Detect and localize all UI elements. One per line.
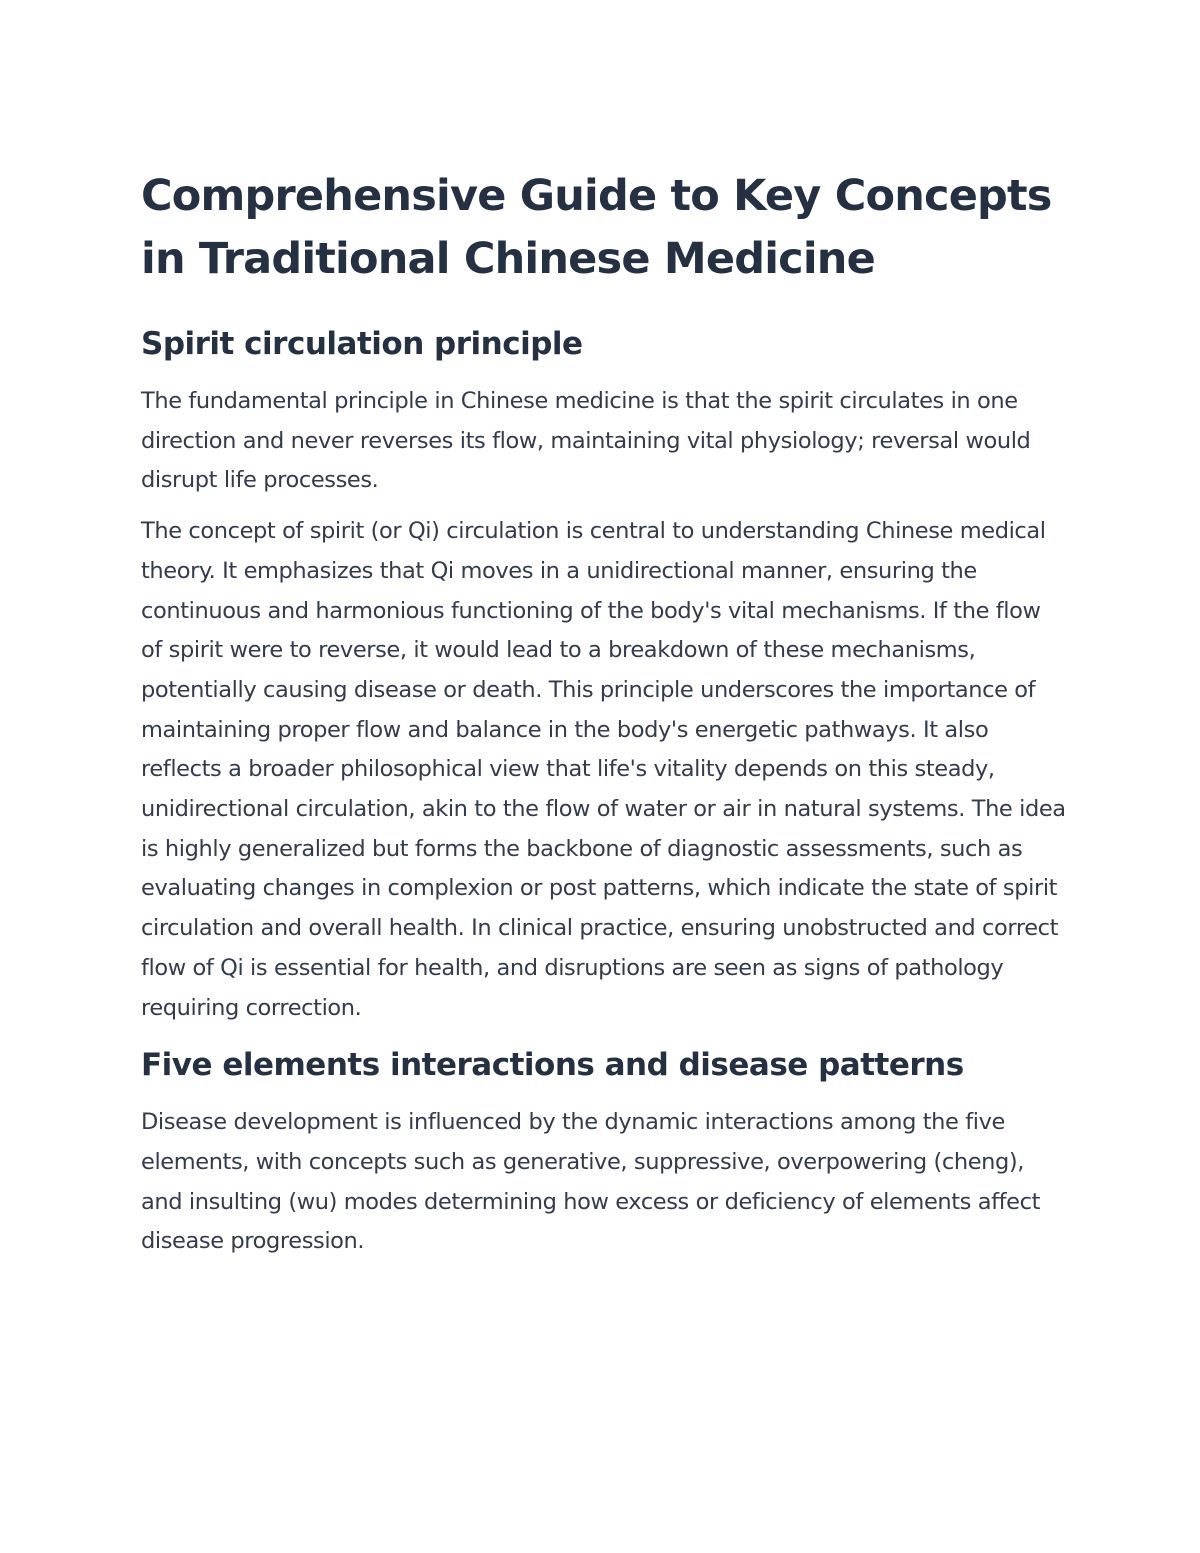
section-heading: Five elements interactions and disease patterns xyxy=(141,1047,964,1084)
section-five-elements xyxy=(141,1043,1066,1262)
summary-paragraph: The fundamental principle in Chinese medicine is that the spirit circulates in one direction and never reverses its flow, maintaining vital physiology; reversal would disrupt life processes. xyxy=(141,388,1031,494)
section-spirit-circulation xyxy=(141,322,1066,1028)
summary-paragraph: Disease development is influenced by the dynamic interactions among the five elements, with concepts such as generative, suppressive, overpowering (cheng), and insulting (wu) modes determining how excess or deficiency of elements affect disease progression. xyxy=(141,1109,1041,1255)
section-heading: Spirit circulation principle xyxy=(141,326,583,362)
document-title: Comprehensive Guide to Key Concepts in Traditional Chinese Medicine xyxy=(141,171,1052,284)
detail-paragraph: The concept of spirit (or Qi) circulation is central to understanding Chinese medical theory. It emphasizes that Qi moves in a unidirectional manner, ensuring the continuous and harmonious functioning of the body's vital mechanisms. If the flow of spirit were to reverse, it would lead to a breakdown of these mechanisms, potentially causing disease or death. This principle underscores the importance of maintaining proper flow and balance in the body's energetic pathways. It also reflects a broader philosophical view that life's vitality depends on this steady, unidirectional circulation, akin to the flow of water or air in natural systems. The idea is highly generalized but forms the backbone of diagnostic assessments, such as evaluating changes in complexion or post patterns, which indicate the state of spirit circulation and overall health. In clinical practice, ensuring unobstructed and correct flow of Qi is essential for health, and disruptions are seen as signs of pathology requiring correction. xyxy=(141,518,1066,1021)
document-page xyxy=(141,165,1066,1277)
